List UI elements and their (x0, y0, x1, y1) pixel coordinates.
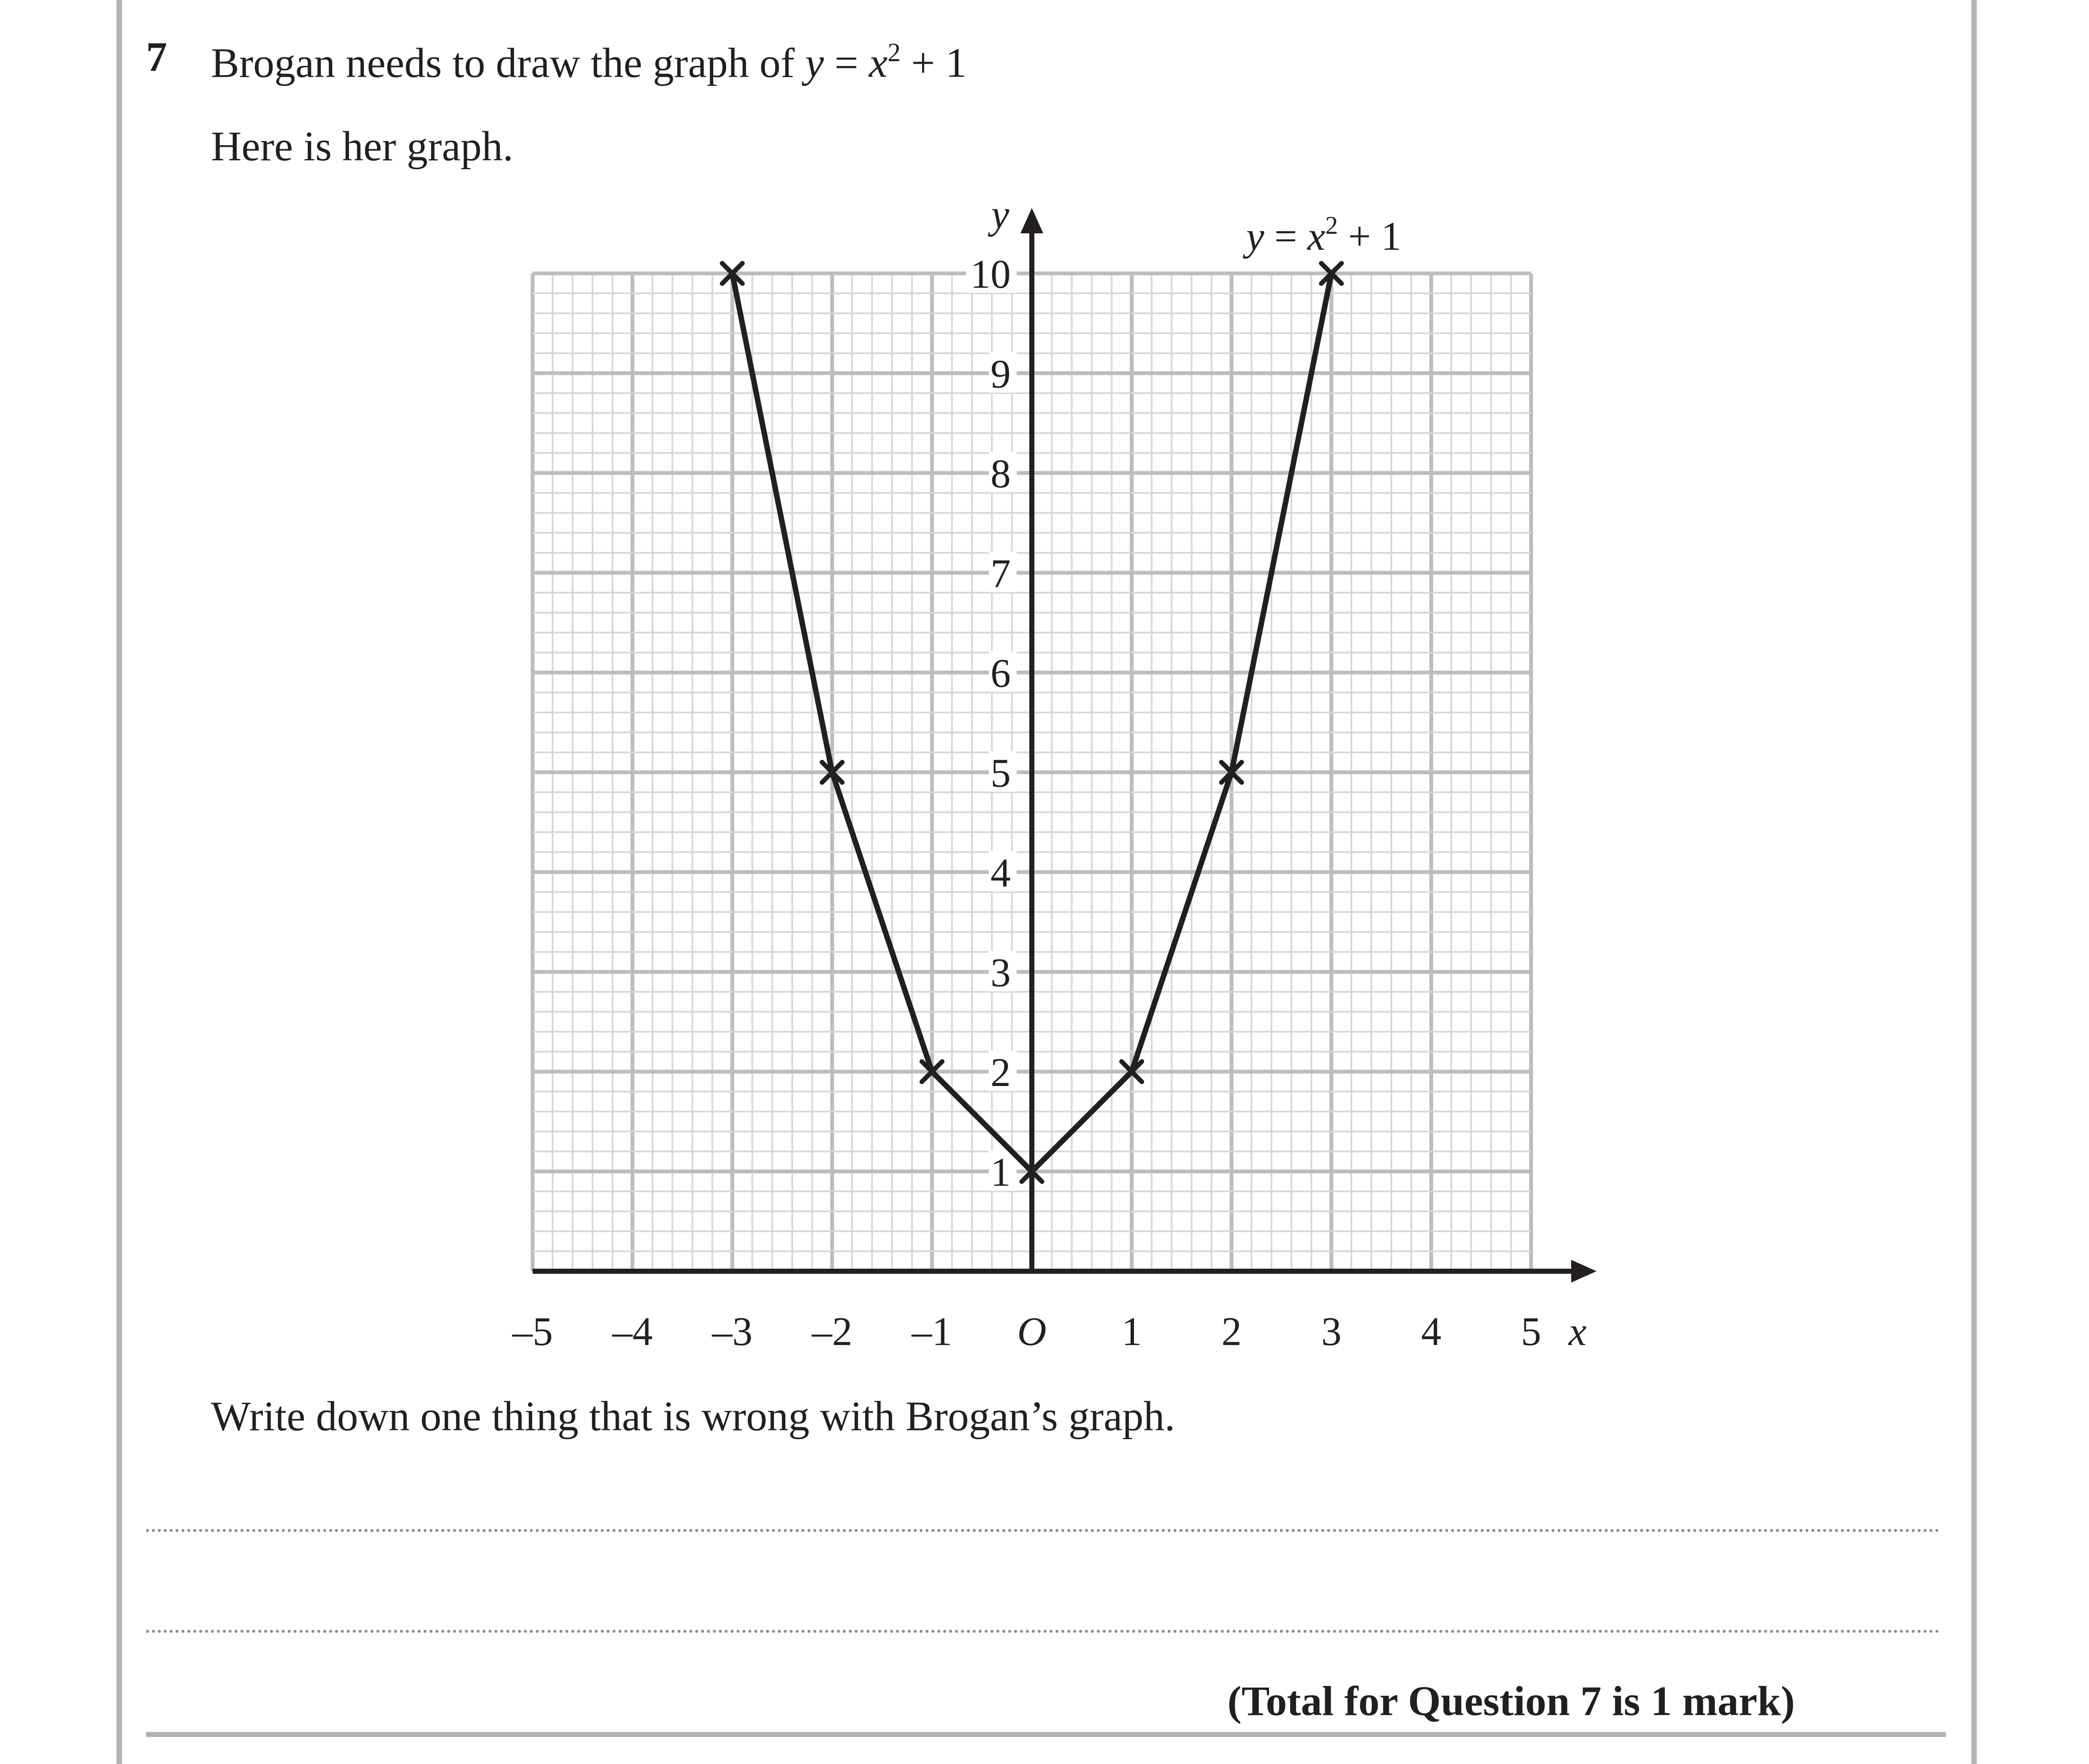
curve-label (1242, 211, 1402, 259)
y-tick-label: 6 (990, 651, 1011, 696)
x-tick-label: –3 (712, 1309, 753, 1354)
curve-label-x: x (1307, 213, 1326, 259)
x-tick-label: –5 (512, 1309, 553, 1354)
x-tick-label: –1 (912, 1309, 952, 1354)
y-tick-label: 7 (990, 551, 1011, 596)
x-tick-label: 1 (1121, 1309, 1142, 1354)
x-axis-arrow (1571, 1260, 1597, 1283)
y-tick-label: 3 (990, 950, 1011, 995)
x-tick-label: 4 (1421, 1309, 1442, 1354)
x-tick-label: 2 (1221, 1309, 1242, 1354)
x-tick-label: –4 (612, 1309, 653, 1354)
y-tick-label: 5 (990, 750, 1011, 796)
curve-label-power: 2 (1325, 211, 1338, 239)
y-tick-label: 1 (990, 1149, 1011, 1195)
question-subtext: Here is her graph. (211, 123, 514, 170)
y-axis-arrow (1020, 208, 1043, 233)
x-tick-label: –2 (812, 1309, 852, 1354)
origin-label: O (1017, 1309, 1047, 1354)
x-tick-label: 5 (1521, 1309, 1541, 1354)
y-tick-label: 4 (990, 850, 1011, 895)
curve-label-rest: + 1 (1338, 213, 1402, 259)
x-tick-label: 3 (1321, 1309, 1342, 1354)
y-tick-label: 10 (970, 251, 1011, 297)
question-prompt: Write down one thing that is wrong with Brogan’s graph. (211, 1393, 1175, 1440)
y-tick-label: 8 (990, 451, 1011, 496)
y-tick-label: 2 (990, 1050, 1011, 1095)
y-tick-label: 9 (990, 351, 1011, 397)
x-axis-label: x (1568, 1309, 1587, 1354)
question-number: 7 (146, 33, 167, 80)
question-equation: $y = x^2 + 1$ (805, 38, 967, 86)
curve-label-y: y (1246, 213, 1264, 259)
total-marks: (Total for Question 7 is 1 mark) (1227, 1678, 1795, 1724)
y-axis-label: y (991, 192, 1009, 237)
curve-label-eq: = (1264, 213, 1307, 259)
question-intro: Brogan needs to draw the graph of (211, 39, 795, 86)
answer-line-1[interactable] (146, 1529, 1940, 1532)
answer-line-2[interactable] (146, 1630, 1940, 1633)
question-end-rule (146, 1732, 1946, 1737)
